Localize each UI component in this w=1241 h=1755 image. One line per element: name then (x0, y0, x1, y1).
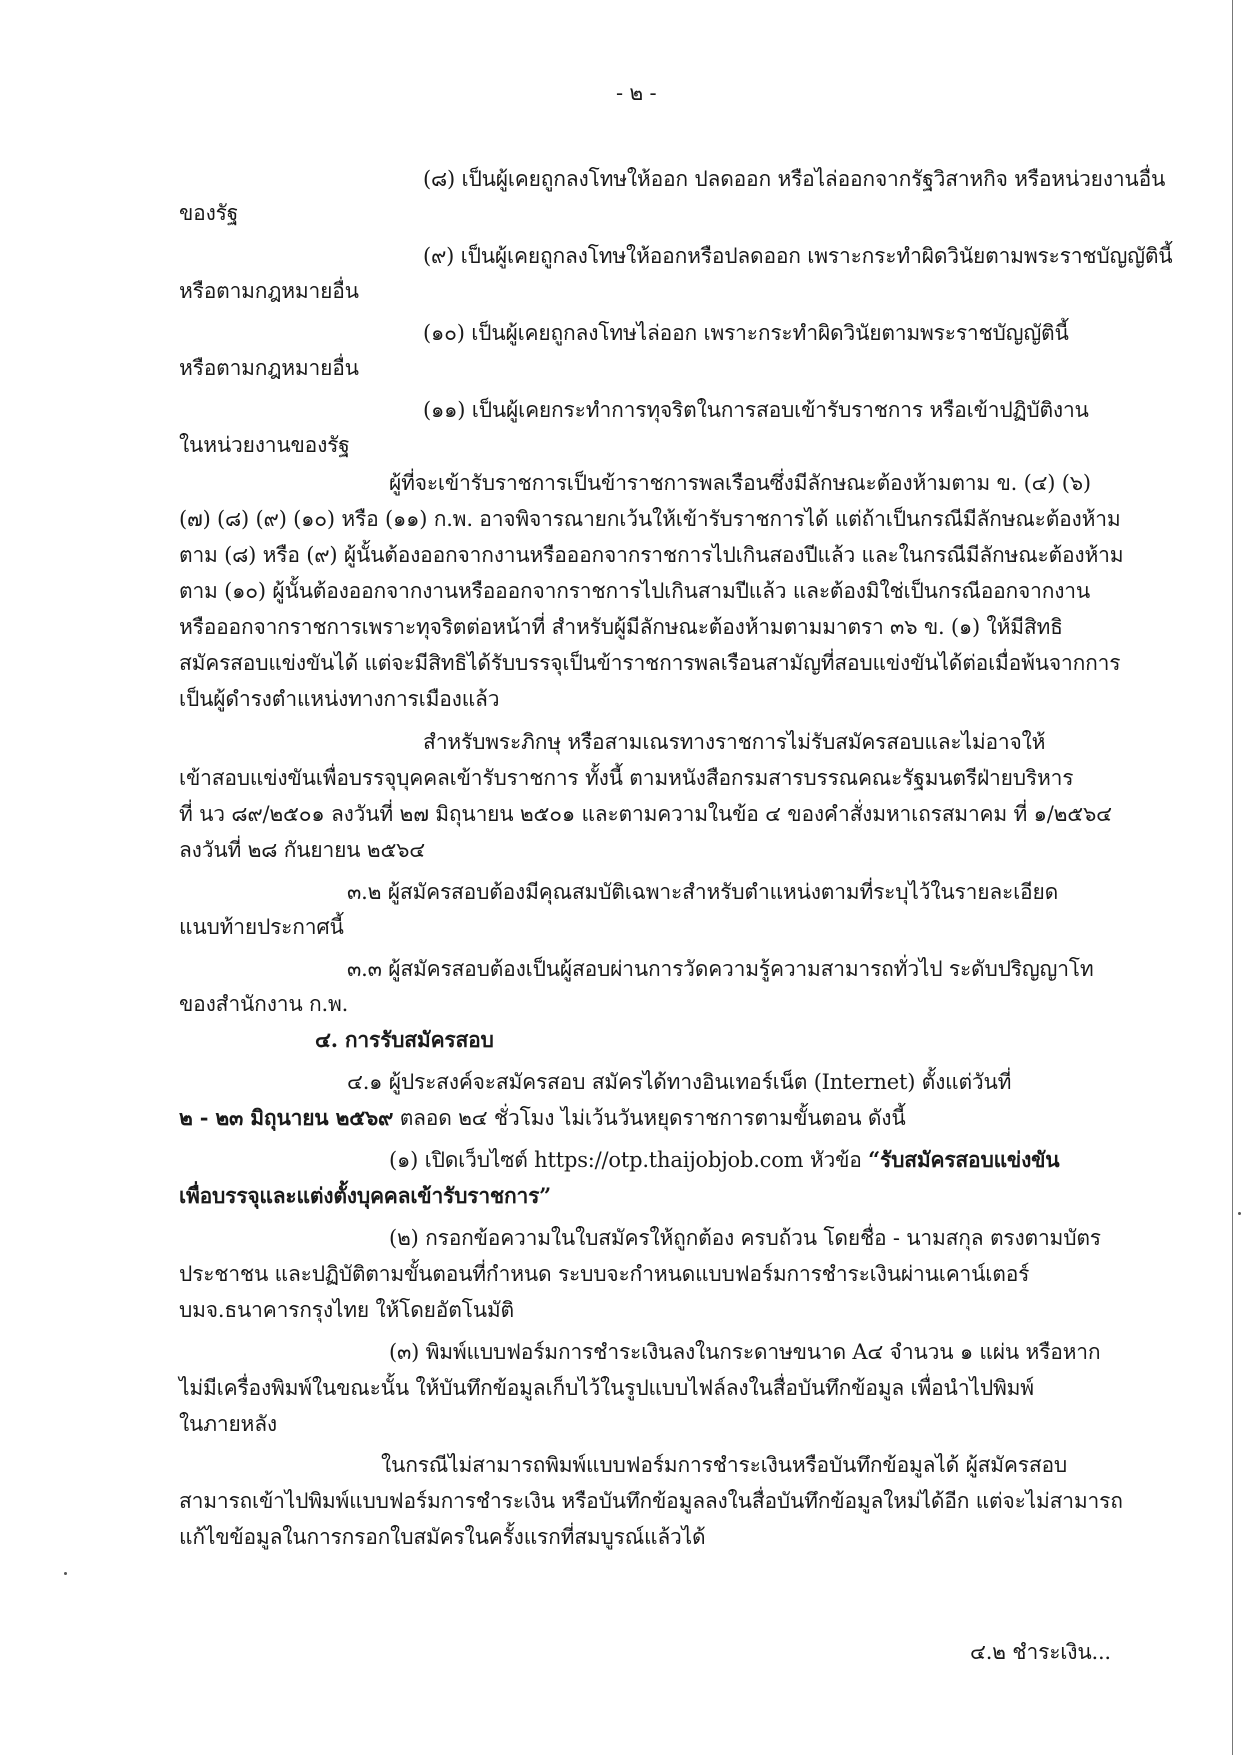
paragraph-line: ตาม (๘) หรือ (๙) ผู้นั้นต้องออกจากงานหรือออกจากราชการไปเกินสองปีแล้ว และในกรณีมีลักษณะต้องห้าม (179, 543, 1124, 567)
paragraph-line: ไม่มีเครื่องพิมพ์ในขณะนั้น ให้บันทึกข้อมูลเก็บไว้ในรูปแบบไฟล์ลงในสื่อบันทึกข้อมูล เพื่อนำไปพิมพ์ (179, 1376, 1034, 1400)
page-number: - ๒ - (616, 81, 657, 105)
paragraph-line: (๑๐) เป็นผู้เคยถูกลงโทษไล่ออก เพราะกระทำผิดวินัยตามพระราชบัญญัตินี้ (423, 321, 1069, 345)
paragraph-line: สมัครสอบแข่งขันได้ แต่จะมีสิทธิได้รับบรรจุเป็นข้าราชการพลเรือนสามัญที่สอบแข่งขันได้ต่อเมื่อพ้นจากการ (179, 651, 1121, 675)
paragraph-line: (๘) เป็นผู้เคยถูกลงโทษให้ออก ปลดออก หรือไล่ออกจากรัฐวิสาหกิจ หรือหน่วยงานอื่น (423, 167, 1166, 191)
paragraph-line: ที่ นว ๘๙/๒๕๐๑ ลงวันที่ ๒๗ มิถุนายน ๒๕๐๑ และตามความในข้อ ๔ ของคำสั่งมหาเถรสมาคม ที่ ๑/๒๕๖๔ (179, 802, 1112, 826)
paragraph-line: เข้าสอบแข่งขันเพื่อบรรจุบุคคลเข้ารับราชการ ทั้งนี้ ตามหนังสือกรมสารบรรณคณะรัฐมนตรีฝ่ายบริหาร (179, 766, 1074, 790)
paragraph-line: ๓.๓ ผู้สมัครสอบต้องเป็นผู้สอบผ่านการวัดความรู้ความสามารถทั่วไป ระดับปริญญาโท (347, 957, 1094, 981)
paragraph-line: ของสำนักงาน ก.พ. (179, 992, 349, 1016)
scan-speck (64, 1572, 67, 1575)
paragraph-line: (๗) (๘) (๙) (๑๐) หรือ (๑๑) ก.พ. อาจพิจารณายกเว้นให้เข้ารับราชการได้ แต่ถ้าเป็นกรณีมีลักษณะต้องห้าม (179, 507, 1121, 531)
paragraph-line: ในกรณีไม่สามารถพิมพ์แบบฟอร์มการชำระเงินหรือบันทึกข้อมูลได้ ผู้สมัครสอบ (381, 1453, 1068, 1477)
paragraph-line: ประชาชน และปฏิบัติตามขั้นตอนที่กำหนด ระบบจะกำหนดแบบฟอร์มการชำระเงินผ่านเคาน์เตอร์ (179, 1262, 1030, 1286)
paragraph-line: ตาม (๑๐) ผู้นั้นต้องออกจากงานหรือออกจากราชการไปเกินสามปีแล้ว และต้องมิใช่เป็นกรณีออกจากงาน (179, 579, 1091, 603)
paragraph-line: ๓.๒ ผู้สมัครสอบต้องมีคุณสมบัติเฉพาะสำหรับตำแหน่งตามที่ระบุไว้ในรายละเอียด (347, 880, 1059, 904)
continuation-note: ๔.๒ ชำระเงิน... (970, 1640, 1111, 1664)
paragraph-line: แก้ไขข้อมูลในการกรอกใบสมัครในครั้งแรกที่สมบูรณ์แล้วได้ (179, 1525, 706, 1549)
paragraph-line: (๓) พิมพ์แบบฟอร์มการชำระเงินลงในกระดาษขนาด A๔ จำนวน ๑ แผ่น หรือหาก (389, 1340, 1101, 1364)
section-heading: ๔. การรับสมัครสอบ (315, 1027, 494, 1052)
paragraph-line: (๙) เป็นผู้เคยถูกลงโทษให้ออกหรือปลดออก เพราะกระทำผิดวินัยตามพระราชบัญญัตินี้ (423, 244, 1173, 268)
paragraph-line: ของรัฐ (179, 201, 239, 225)
website-topic: “รับสมัครสอบแข่งขัน (868, 1147, 1060, 1172)
paragraph-line: หรือตามกฎหมายอื่น (179, 356, 359, 380)
paragraph-line: ๔.๑ ผู้ประสงค์จะสมัครสอบ สมัครได้ทางอินเทอร์เน็ต (Internet) ตั้งแต่วันที่ (347, 1070, 1012, 1094)
paragraph-line: (๑๑) เป็นผู้เคยกระทำการทุจริตในการสอบเข้ารับราชการ หรือเข้าปฏิบัติงาน (423, 398, 1089, 422)
paragraph-line: เพื่อบรรจุและแต่งตั้งบุคคลเข้ารับราชการ” (179, 1183, 552, 1208)
paragraph-line: หรือออกจากราชการเพราะทุจริตต่อหน้าที่ สำหรับผู้มีลักษณะต้องห้ามตามมาตรา ๓๖ ข. (๑) ให้มีสิทธิ (179, 615, 1063, 639)
paragraph-line: เป็นผู้ดำรงตำแหน่งทางการเมืองแล้ว (179, 687, 500, 711)
paragraph-line: ในภายหลัง (179, 1412, 277, 1436)
paragraph-line: สามารถเข้าไปพิมพ์แบบฟอร์มการชำระเงิน หรือบันทึกข้อมูลลงในสื่อบันทึกข้อมูลใหม่ได้อีก แต่จะไม่สามารถ (179, 1489, 1123, 1513)
scan-edge-line (1232, 0, 1233, 1755)
application-dates: ๒ - ๒๓ มิถุนายน ๒๕๖๙ (179, 1105, 394, 1130)
paragraph-line: ลงวันที่ ๒๘ กันยายน ๒๕๖๔ (179, 838, 425, 862)
paragraph-line: แนบท้ายประกาศนี้ (179, 915, 344, 939)
paragraph-line: (๑) เปิดเว็บไซต์ https://otp.thaijobjob.com หัวข้อ “รับสมัครสอบแข่งขัน (389, 1147, 1060, 1172)
paragraph-line: ผู้ที่จะเข้ารับราชการเป็นข้าราชการพลเรือนซึ่งมีลักษณะต้องห้ามตาม ข. (๔) (๖) (389, 471, 1091, 495)
paragraph-line: ๒ - ๒๓ มิถุนายน ๒๕๖๙ ตลอด ๒๔ ชั่วโมง ไม่เว้นวันหยุดราชการตามขั้นตอน ดังนี้ (179, 1105, 906, 1130)
paragraph-line: สำหรับพระภิกษุ หรือสามเณรทางราชการไม่รับสมัครสอบและไม่อาจให้ (423, 730, 1046, 754)
paragraph-line: หรือตามกฎหมายอื่น (179, 279, 359, 303)
paragraph-line: บมจ.ธนาคารกรุงไทย ให้โดยอัตโนมัติ (179, 1298, 514, 1322)
paragraph-line: (๒) กรอกข้อความในใบสมัครให้ถูกต้อง ครบถ้วน โดยชื่อ - นามสกุล ตรงตามบัตร (389, 1226, 1101, 1250)
paragraph-line: ในหน่วยงานของรัฐ (179, 433, 350, 457)
